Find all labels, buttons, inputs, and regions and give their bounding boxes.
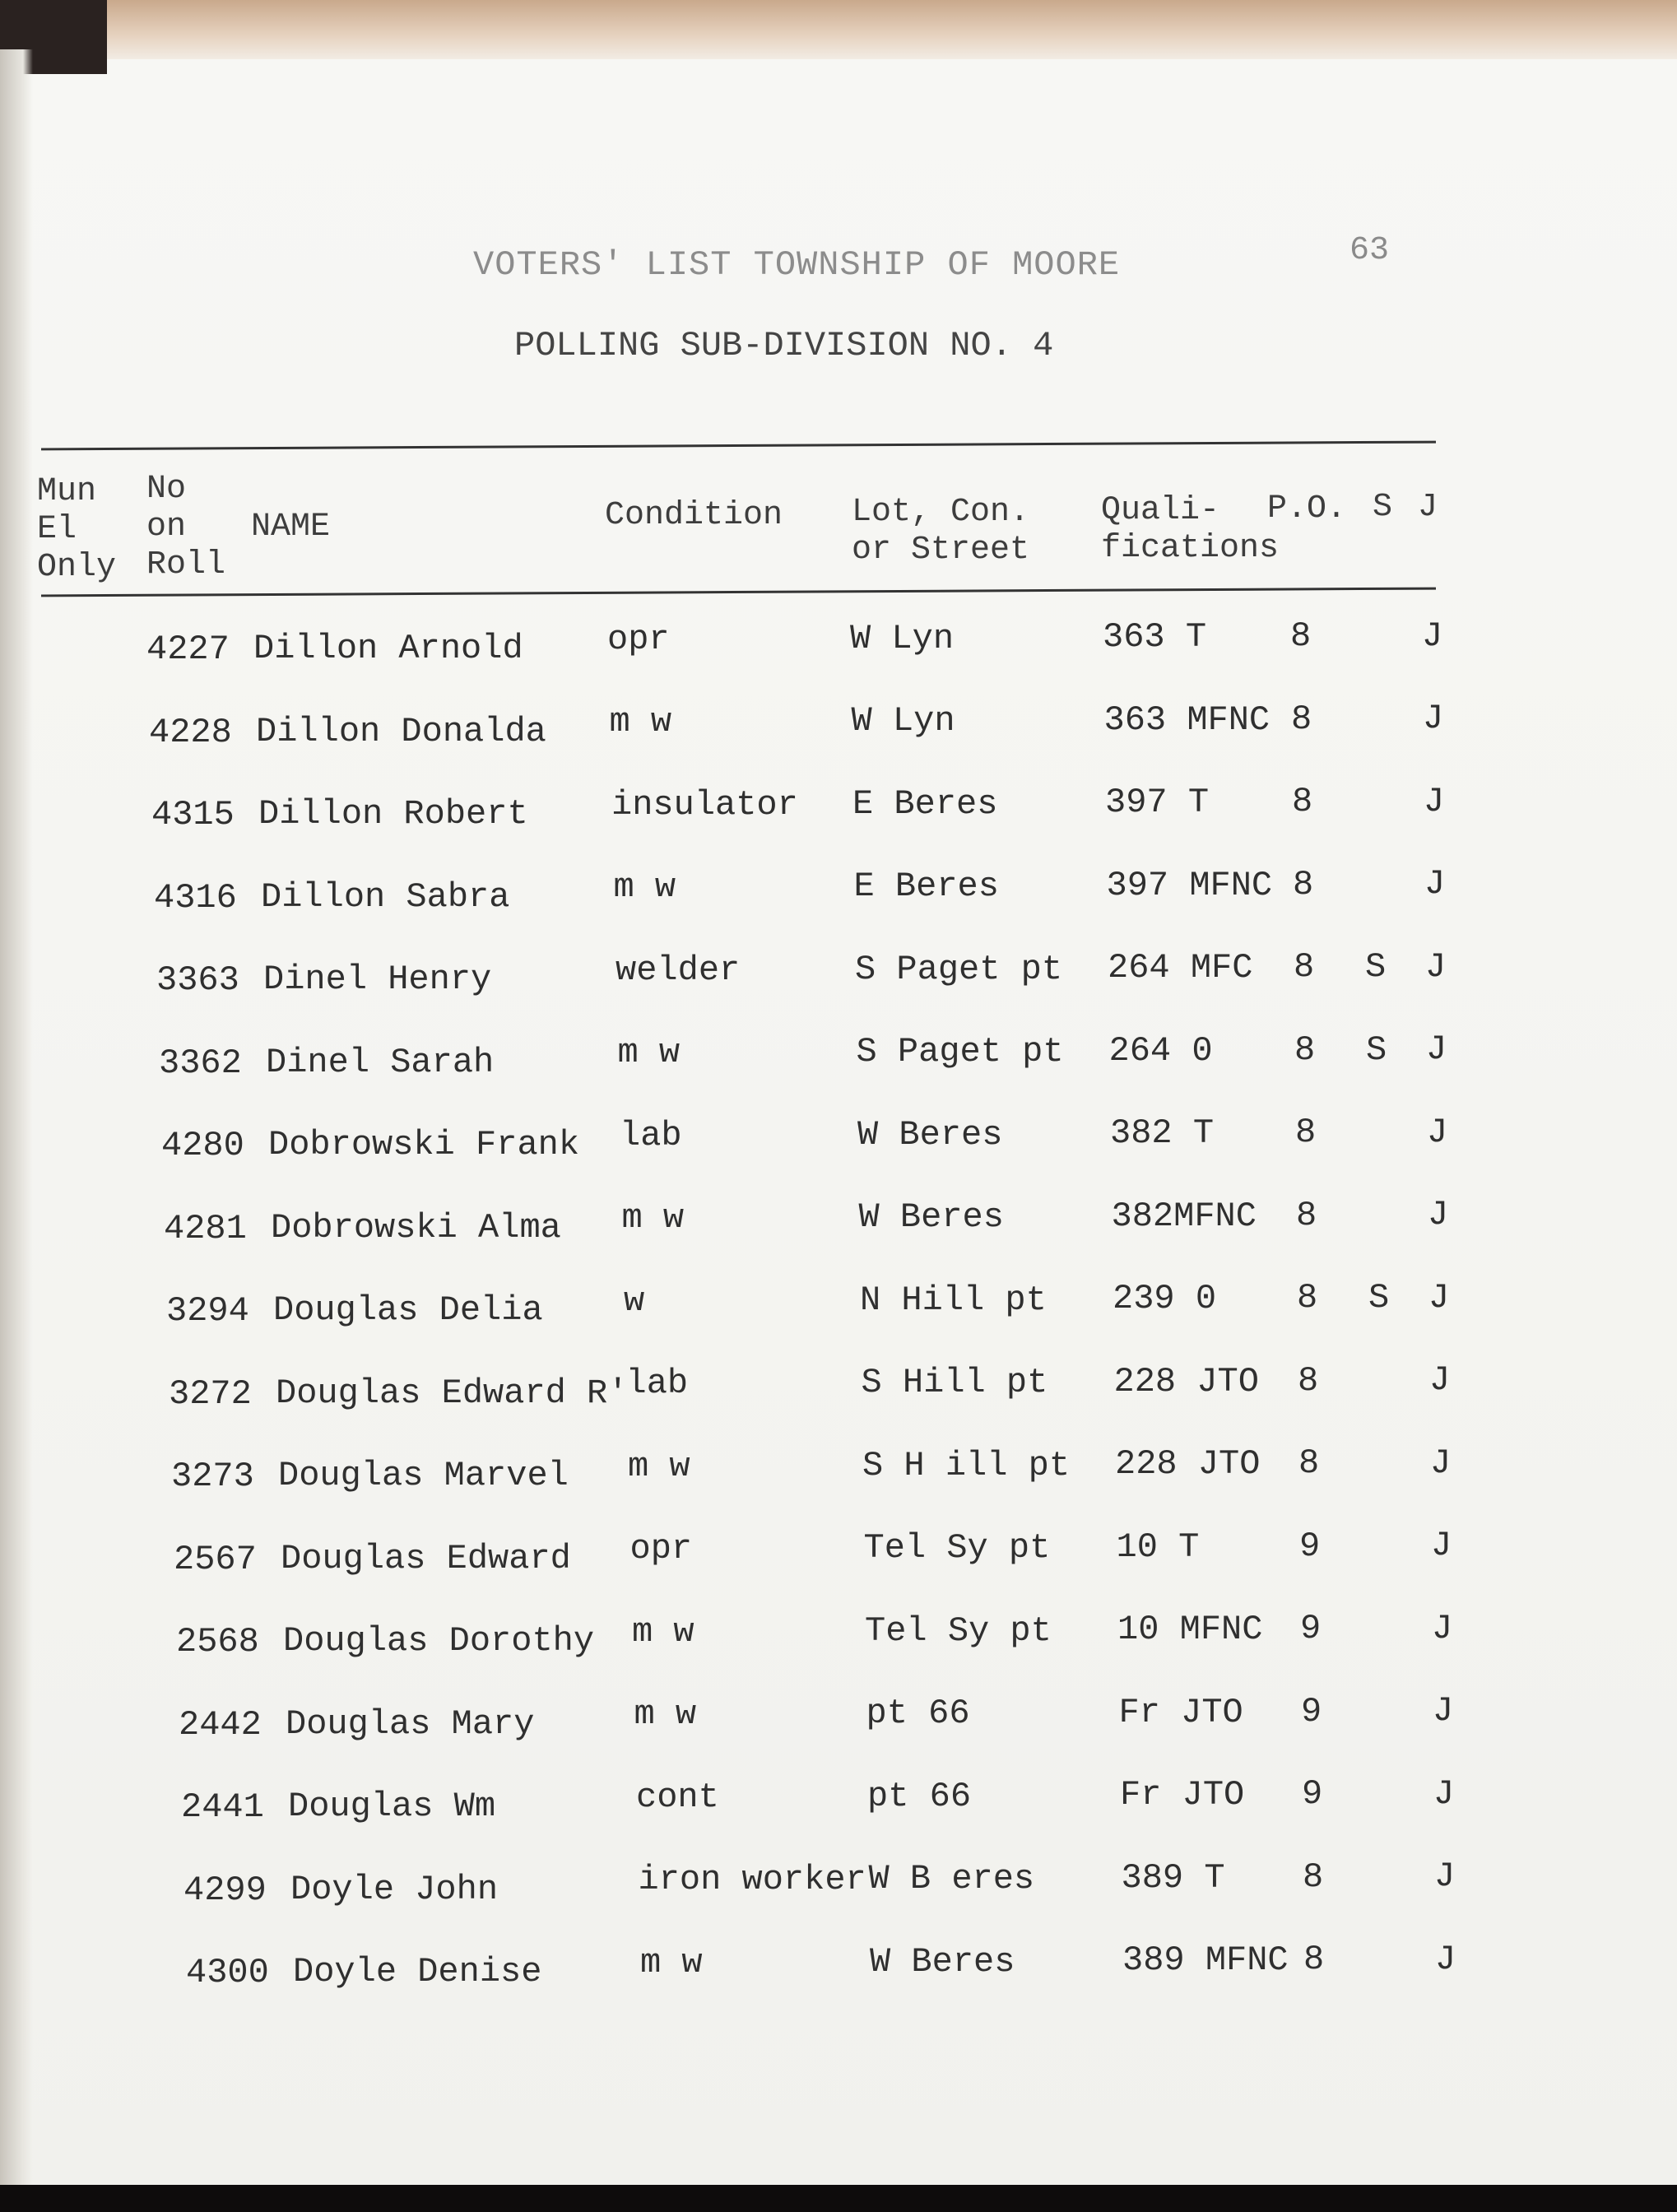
header-qual-line2: fications [1101,530,1280,567]
roll-number: 4315 [151,795,235,834]
header-po: P.O. [1267,490,1347,527]
post-office: 8 [1290,616,1312,657]
post-office: 8 [1292,782,1313,822]
voter-name: Douglas Edward [281,1538,571,1578]
lot-street: E Beres [853,867,999,907]
j-mark: J [1434,1856,1456,1897]
post-office: 8 [1298,1443,1320,1484]
post-office: 9 [1302,1774,1323,1815]
post-office: 8 [1295,1113,1317,1153]
qualification: 382MFNC [1111,1196,1257,1236]
qualification: 389 MFNC [1122,1940,1289,1981]
qualification: 397 MFNC [1106,865,1273,905]
qualification: 239 0 [1113,1279,1217,1319]
condition: m w [632,1611,694,1652]
lot-street: S Paget pt [855,949,1063,989]
roll-number: 4228 [149,712,232,752]
j-mark: J [1426,1029,1447,1070]
condition: m w [640,1942,703,1982]
qualification: 397 T [1105,783,1210,823]
j-mark: J [1432,1608,1453,1648]
post-office: 8 [1296,1195,1317,1235]
condition: w [624,1280,645,1321]
condition: m w [628,1446,690,1486]
condition: welder [616,950,741,990]
post-office: 8 [1297,1278,1318,1318]
voter-name: Douglas Marvel [278,1456,569,1496]
header-mun-line3: Only [37,549,117,586]
condition: cont [636,1777,719,1817]
j-mark: J [1428,1277,1450,1317]
header-no-line1: No [146,471,187,508]
condition: m w [613,867,676,908]
header-j: J [1418,489,1438,526]
header-no-line2: on [146,509,187,546]
j-mark: J [1429,1360,1451,1401]
j-mark: J [1433,1691,1454,1731]
j-mark: J [1424,864,1446,904]
post-office: 8 [1303,1856,1324,1897]
roll-number: 4280 [161,1126,244,1165]
roll-number: 4300 [186,1953,269,1992]
condition: m w [617,1033,681,1073]
j-mark: J [1428,1195,1449,1235]
s-mark: S [1366,1029,1387,1070]
qualification: 389 T [1121,1857,1225,1898]
lot-street: N Hill pt [860,1280,1047,1320]
lot-street: E Beres [852,783,998,824]
binding-edge [0,49,33,2189]
j-mark: J [1431,1526,1452,1566]
header-qualifications [1101,492,1279,568]
qualification: 228 JTO [1113,1361,1259,1401]
condition: m w [621,1198,685,1238]
voter-name: Douglas Edward R' [276,1373,629,1413]
lot-street: S Hill pt [861,1363,1048,1403]
qualification: 363 T [1103,617,1207,658]
s-mark: S [1365,947,1387,988]
roll-number: 3273 [171,1457,254,1496]
document-subtitle: POLLING SUB-DIVISION NO. 4 [514,326,1054,365]
post-office: 8 [1291,699,1312,739]
condition: insulator [611,784,798,825]
roll-number: 2567 [174,1539,257,1579]
roll-number: 4227 [146,630,230,669]
j-mark: J [1430,1443,1452,1483]
qualification: Fr JTO [1118,1692,1243,1732]
condition: opr [607,619,670,659]
post-office: 8 [1298,1360,1319,1401]
post-office: 9 [1299,1526,1321,1566]
lot-street: W Beres [857,1114,1003,1155]
voter-name: Dillon Robert [258,794,528,834]
page-top-edge [91,0,1677,59]
lot-street: Tel Sy pt [863,1528,1051,1568]
bottom-shadow [0,2185,1677,2212]
s-mark: S [1368,1278,1390,1318]
lot-street: pt 66 [866,1694,970,1734]
roll-number: 3363 [156,960,239,1000]
lot-street: Tel Sy pt [865,1610,1052,1651]
roll-number: 2442 [179,1704,262,1745]
header-lot-line2: or Street [852,532,1030,569]
j-mark: J [1425,946,1447,987]
post-office: 9 [1300,1609,1322,1649]
lot-street: S Paget pt [856,1032,1064,1072]
voter-name: Dinel Henry [263,960,492,1000]
voter-name: Douglas Wm [288,1787,496,1827]
post-office: 8 [1293,864,1314,904]
lot-street: pt 66 [867,1776,972,1816]
voter-name: Dobrowski Alma [271,1207,561,1248]
roll-number: 2441 [181,1787,264,1827]
voter-name: Douglas Dorothy [283,1621,595,1661]
j-mark: J [1435,1939,1456,1979]
qualification: 228 JTO [1115,1444,1261,1485]
condition: opr [629,1529,693,1569]
header-lot-line1: Lot, Con. [852,494,1030,531]
lot-street: W B eres [868,1859,1035,1899]
qualification: 264 MFC [1108,948,1253,988]
header-condition: Condition [605,497,783,534]
condition: m w [634,1694,697,1735]
post-office: 8 [1294,947,1315,988]
voter-name: Douglas Mary [286,1703,535,1744]
j-mark: J [1424,781,1445,821]
post-office: 8 [1303,1940,1325,1980]
roll-number: 3294 [166,1291,249,1331]
voter-name: Dobrowski Frank [268,1125,580,1165]
post-office: 9 [1301,1691,1322,1731]
qualification: 264 0 [1108,1030,1213,1071]
header-mun-line2: El [37,511,77,548]
lot-street: W Lyn [851,701,955,741]
roll-number: 2568 [176,1622,259,1661]
header-lot [852,494,1029,569]
j-mark: J [1422,616,1443,656]
roll-number: 4281 [164,1208,247,1248]
j-mark: J [1423,699,1444,739]
page-number: 63 [1349,232,1390,269]
header-qual-line1: Quali- [1101,492,1220,529]
voter-name: Dinel Sarah [266,1042,495,1082]
lot-street: W Beres [858,1197,1004,1238]
voter-name: Dillon Arnold [253,629,523,669]
lot-street: W Beres [870,1941,1015,1982]
header-no-on-roll [146,471,225,584]
j-mark: J [1433,1773,1455,1814]
header-no-line3: Roll [146,546,226,583]
roll-number: 3272 [169,1373,252,1414]
qualification: 10 MFNC [1117,1610,1263,1650]
header-name: NAME [251,509,331,546]
roll-number: 3362 [159,1043,242,1083]
qualification: 363 MFNC [1103,699,1271,740]
roll-number: 4316 [154,877,237,918]
lot-street: W Lyn [850,618,955,658]
header-mun-line1: Mun [37,473,97,510]
header-mun-el-only [37,473,116,587]
condition: m w [609,702,672,742]
condition: iron worker [638,1860,866,1900]
condition: lab [625,1364,689,1404]
j-mark: J [1427,1112,1448,1152]
roll-number: 4299 [183,1870,267,1910]
qualification: 10 T [1116,1527,1200,1567]
voter-name: Doyle Denise [293,1952,542,1992]
voter-name: Dillon Donalda [256,711,546,751]
header-s: S [1373,489,1393,526]
lot-street: S H ill pt [862,1445,1071,1485]
document-title: VOTERS' LIST TOWNSHIP OF MOORE [473,245,1121,285]
qualification: Fr JTO [1120,1775,1245,1815]
condition: lab [620,1115,682,1155]
qualification: 382 T [1110,1113,1215,1154]
voter-name: Douglas Delia [273,1290,543,1331]
post-office: 8 [1294,1029,1316,1070]
voter-name: Doyle John [290,1869,499,1909]
voter-name: Dillon Sabra [261,876,510,917]
